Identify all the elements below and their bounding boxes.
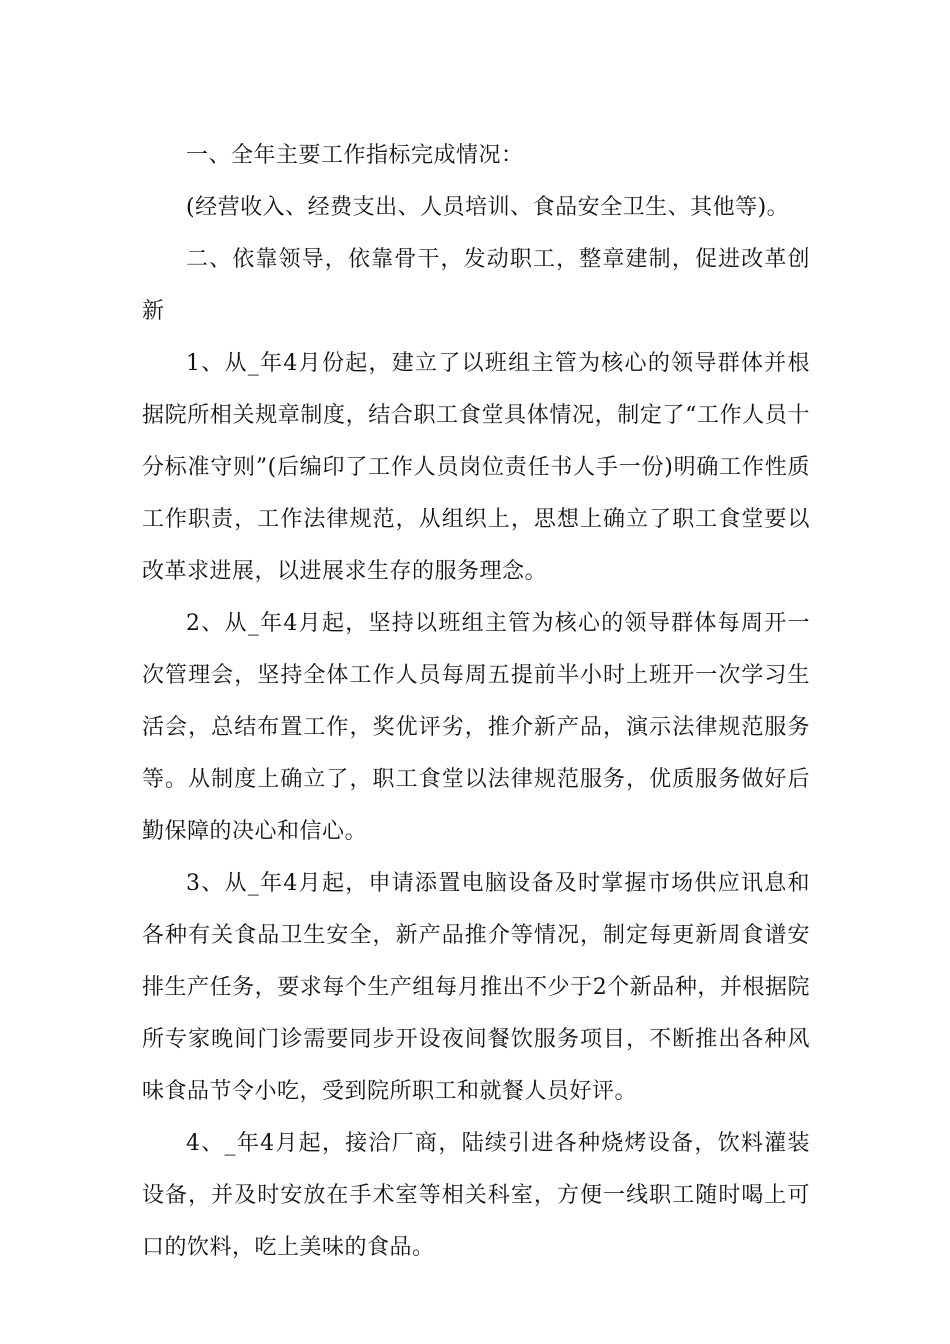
paragraph-heading-1: 一、全年主要工作指标完成情况： <box>186 143 524 168</box>
paragraph-items-note: (经营收入、经费支出、人员培训、食品安全卫生、其他等)。 <box>186 195 790 220</box>
paragraph-heading-2: 二、依靠领导，依靠骨干，发动职工，整章建制，促进改革创新 <box>142 247 810 324</box>
paragraph-point-1: 1、从_年4月份起，建立了以班组主管为核心的领导群体并根据院所相关规章制度，结合职工食堂具体情况，制定了“工作人员十分标准守则”(后编印了工作人员岗位责任书人手一份)明确工作性质工作职责，工作法律规范，从组织上，思想上确立了职工食堂要以改革求进展，以进展求生存的服务理念。 <box>142 351 810 584</box>
paragraph-point-2: 2、从_年4月起，坚持以班组主管为核心的领导群体每周开一次管理会，坚持全体工作人员每周五提前半小时上班开一次学习生活会，总结布置工作，奖优评劣，推介新产品，演示法律规范服务等。从制度上确立了，职工食堂以法律规范服务，优质服务做好后勤保障的决心和信心。 <box>142 611 810 844</box>
paragraph-point-4: 4、_年4月起，接洽厂商，陆续引进各种烧烤设备，饮料灌装设备，并及时安放在手术室等相关科室，方便一线职工随时喝上可口的饮料，吃上美味的食品。 <box>142 1131 810 1260</box>
paragraph-point-3: 3、从_年4月起，申请添置电脑设备及时掌握市场供应讯息和各种有关食品卫生安全，新产品推介等情况，制定每更新周食谱安排生产任务，要求每个生产组每月推出不少于2个新品种，并根据院所专家晚间门诊需要同步开设夜间餐饮服务项目，不断推出各种风味食品节令小吃，受到院所职工和就餐人员好评。 <box>142 871 810 1104</box>
